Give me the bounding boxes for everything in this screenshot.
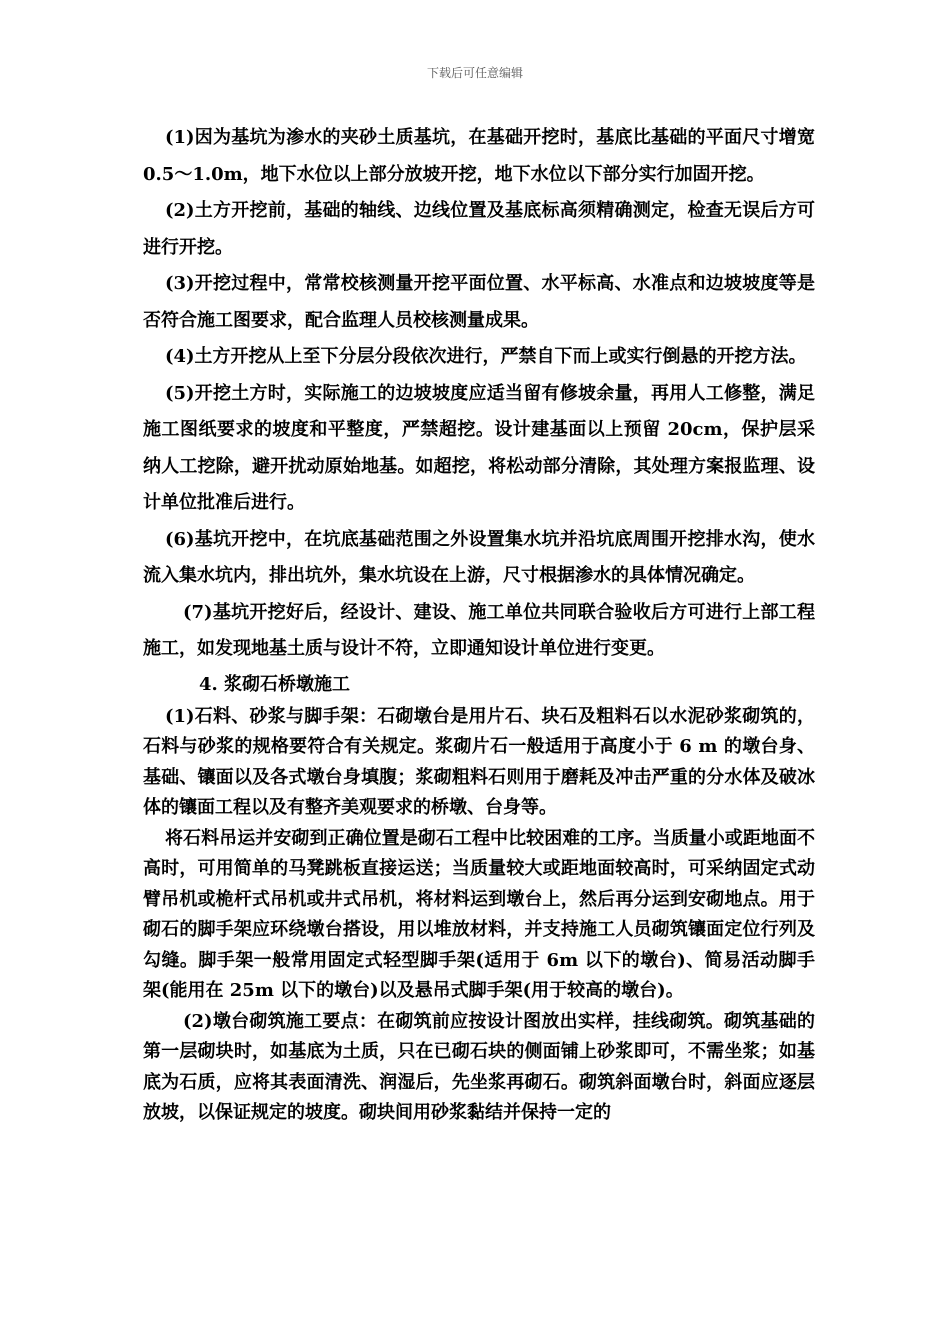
paragraph-10: (2)墩台砌筑施工要点：在砌筑前应按设计图放出实样，挂线砌筑。砌筑基础的第一层砌块时，如基底为土质，只在已砌石块的侧面铺上砂浆即可，不需坐浆；如基底为石质，应将其表面清洗、润湿后，先坐浆再砌石。砌筑斜面墩台时，斜面应逐层放坡，以保证规定的坡度。砌块间用砂浆黏结并保持一定的 bbox=[143, 1010, 815, 1123]
paragraph-2: (2)土方开挖前，基础的轴线、边线位置及基底标高须精确测定，检查无误后方可进行开挖。 bbox=[143, 200, 815, 258]
header-note: 下载后可任意编辑 bbox=[426, 66, 523, 80]
section-heading-4: 4. 浆砌石桥墩施工 bbox=[199, 673, 351, 695]
paragraph-7: (7)基坑开挖好后，经设计、建设、施工单位共同联合验收后方可进行上部工程施工，如发现地基土质与设计不符，立即通知设计单位进行变更。 bbox=[143, 601, 815, 659]
paragraph-6: (6)基坑开挖中，在坑底基础范围之外设置集水坑并沿坑底周围开挖排水沟，使水流入集水坑内，排出坑外，集水坑设在上游，尺寸根据渗水的具体情况确定。 bbox=[143, 528, 815, 586]
document-body bbox=[143, 120, 815, 1129]
paragraph-1: (1)因为基坑为渗水的夹砂土质基坑，在基础开挖时，基底比基础的平面尺寸增宽 0.5～1.0m，地下水位以上部分放坡开挖，地下水位以下部分实行加固开挖。 bbox=[143, 127, 815, 185]
paragraph-5: (5)开挖土方时，实际施工的边坡坡度应适当留有修坡余量，再用人工修整，满足施工图纸要求的坡度和平整度，严禁超挖。设计建基面以上预留 20cm，保护层采纳人工挖除，避开扰动原始地基。如超挖，将松动部分清除，其处理方案报监理、设计单位批准后进行。 bbox=[143, 382, 815, 513]
paragraph-4: (4)土方开挖从上至下分层分段依次进行，严禁自下而上或实行倒悬的开挖方法。 bbox=[165, 346, 807, 367]
paragraph-3: (3)开挖过程中，常常校核测量开挖平面位置、水平标高、水准点和边坡坡度等是否符合施工图要求，配合监理人员校核测量成果。 bbox=[143, 273, 815, 331]
paragraph-8: (1)石料、砂浆与脚手架：石砌墩台是用片石、块石及粗料石以水泥砂浆砌筑的，石料与砂浆的规格要符合有关规定。浆砌片石一般适用于高度小于 6 m 的墩台身、基础、镶面以及各式墩台身填腹；浆砌粗料石则用于磨耗及冲击严重的分水体及破冰体的镶面工程以及有整齐美观要求的桥墩、台身等。 bbox=[143, 705, 815, 818]
paragraph-9: 将石料吊运并安砌到正确位置是砌石工程中比较困难的工序。当质量小或距地面不高时，可用简单的马凳跳板直接运送；当质量较大或距地面较高时，可采纳固定式动臂吊机或桅杆式吊机或井式吊机，将材料运到墩台上，然后再分运到安砌地点。用于砌石的脚手架应环绕墩台搭设，用以堆放材料，并支持施工人员砌筑镶面定位行列及勾缝。脚手架一般常用固定式轻型脚手架(适用于 6m 以下的墩台)、简易活动脚手架(能用在 25m 以下的墩台)以及悬吊式脚手架(用于较高的墩台)。 bbox=[143, 827, 815, 1001]
